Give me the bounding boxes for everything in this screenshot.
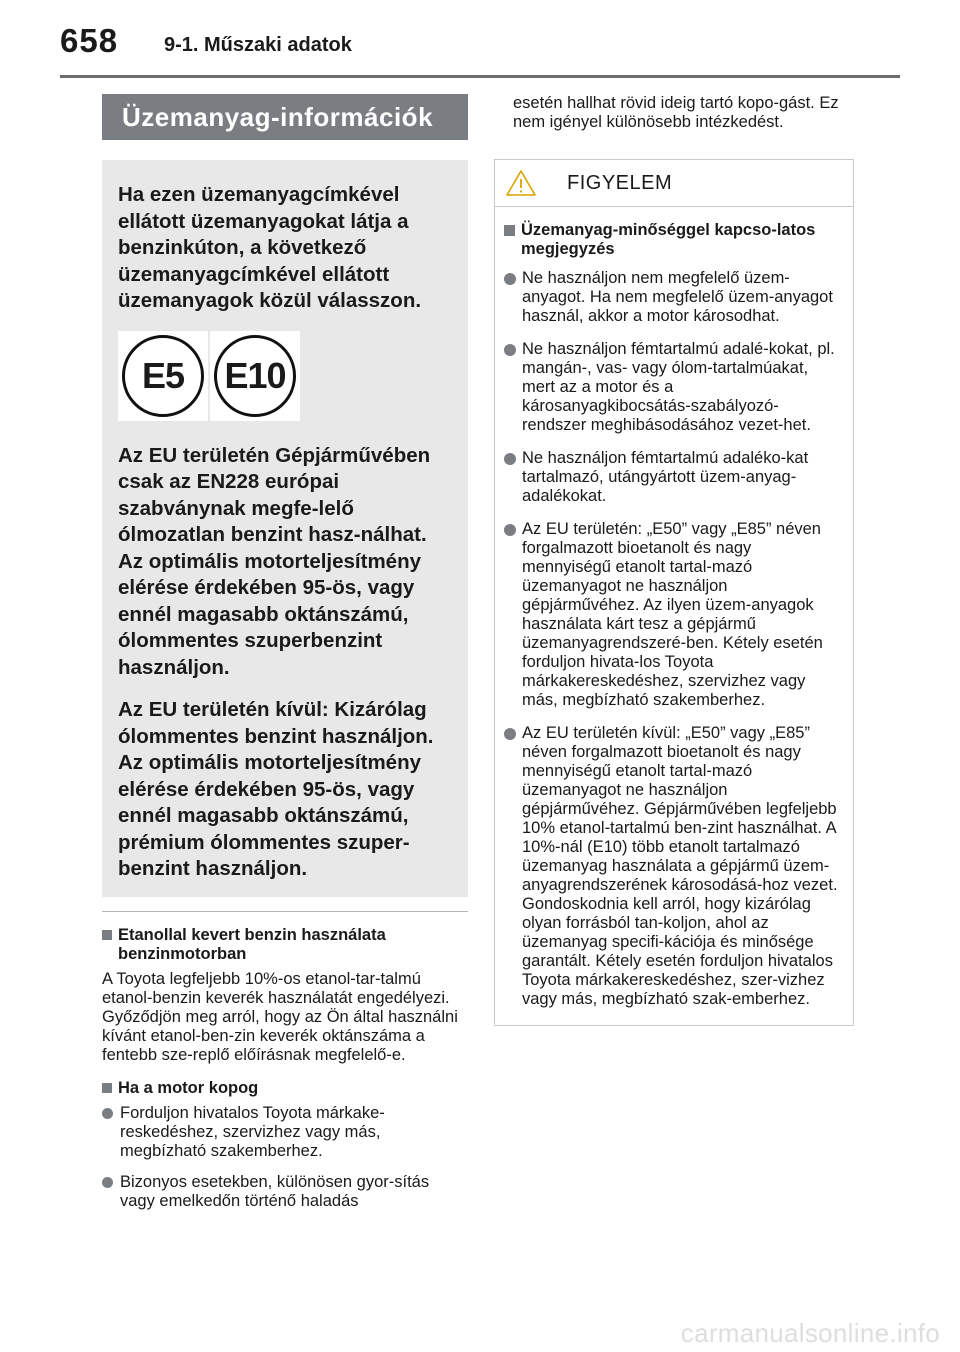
round-bullet-icon: [102, 1108, 113, 1119]
fuel-info-title: Üzemanyag-információk: [102, 94, 468, 140]
warning-bullet-text: Ne használjon fémtartalmú adalé-kokat, pl. mangán-, vas- vagy ólom-tartalmúakat, mert az a motor és a károsanyagkibocsátás-szabályozó-rendszer meghibásodásához vezet-het.: [522, 340, 835, 434]
warning-subheading-text: Üzemanyag-minőséggel kapcso-latos megjegyzés: [521, 221, 816, 258]
warning-bullet-text: Az EU területén: „E50” vagy „E85” néven forgalmazott bioetanolt és nagy mennyiségű etanolt tartal-mazó üzemanyagot ne használjon gépjárművéhez. Az ilyen üzem-anyagok használata kárt tesz a gépjármű üzemanyagrendszeré-ben. Kétely esetén forduljon hivata-los Toyota márkakereskedéshez, szervizhez vagy más, megbízható szakemberhez.: [522, 520, 823, 709]
ethanol-text: A Toyota legfeljebb 10%-os etanol-tar-talmú etanol-benzin keverék használatát engedélyezi. Győződjön meg arról, hogy az Ön által használni kívánt etanol-ben-zin keverék oktánszáma a fentebb sze-replő előírásnak megfelelő-e.: [102, 969, 458, 1064]
warning-subheading: [504, 221, 841, 259]
eu-outside-line-1: Az EU területén kívül: Kizárólag ólommentes benzint használjon.: [118, 698, 434, 748]
round-bullet-icon: [504, 728, 516, 740]
fuel-label-e5: E5: [122, 335, 204, 417]
left-column: [102, 94, 468, 1223]
fuel-labels: [118, 331, 300, 421]
right-column: [494, 94, 854, 1026]
warning-header: [495, 160, 853, 207]
eu-inside-line-1: Az EU területén Gépjárművében csak az EN228 európai szabványnak megfe-lelő ólmozatlan benzint hasz-nálhat.: [118, 443, 431, 546]
round-bullet-icon: [504, 344, 516, 356]
round-bullet-icon: [504, 524, 516, 536]
section-separator: [102, 911, 468, 912]
warning-bullet-text: Az EU területén kívül: „E50” vagy „E85” néven forgalmazott bioetanolt és nagy mennyiségű etanolt tartal-mazó üzemanyagot ne használjon gépjárművéhez. Gépjárművében legfeljebb 10% etanol-tartalmú ben-zint használhat. A 10%-nál (E10) több etanolt tartalmazó üzemanyag használata a gépjármű üzem-anyagrendszerének károsodásá-hoz vezet. Gondoskodnia kell arról, hogy kizárólag olyan forrásból tan-koljon, ahol az üzemanyag specifi-kációja és minősége garantált. Kétely esetén forduljon hivatalos Toyota márkakereskedéshez, szer-vizhez vagy más, megbízható szak-emberhez.: [522, 724, 838, 1008]
warning-triangle-icon: [505, 169, 537, 197]
fuel-info-intro: Ha ezen üzemanyagcímkével ellátott üzemanyagokat látja a benzinkúton, a következő üzemanyagcímkével ellátott üzemanyagok közül válasszon.: [118, 183, 422, 312]
warning-box: [494, 159, 854, 1026]
round-bullet-icon: [102, 1177, 113, 1188]
warning-bullet: [504, 269, 841, 326]
knock-bullet-text: Bizonyos esetekben, különösen gyor-sítás vagy emelkedőn történő haladás: [120, 1172, 430, 1210]
fuel-info-box: [102, 160, 468, 897]
round-bullet-icon: [504, 273, 516, 285]
warning-bullet: [504, 449, 841, 506]
eu-outside-text: [118, 697, 456, 883]
fuel-label-e10: E10: [214, 335, 296, 417]
warning-bullet-text: Ne használjon fémtartalmú adaléko-kat tartalmazó, utángyártott üzem-anyag-adalékokat.: [522, 449, 809, 505]
eu-inside-text: [118, 443, 456, 682]
eu-outside-line-2: Az optimális motorteljesítmény elérése érdekében 95-ös, vagy ennél magasabb oktánszámú, prémium ólommentes szuper-benzint használjon.: [118, 751, 422, 880]
page-header: [0, 0, 960, 80]
warning-bullet: [504, 340, 841, 435]
knock-continuation: esetén hallhat rövid ideig tartó kopo-gást. Ez nem igényel különösebb intézkedést.: [513, 94, 839, 131]
fuel-label-e5-tile: [118, 331, 208, 421]
round-bullet-icon: [504, 453, 516, 465]
watermark: carmanualsonline.info: [680, 1318, 940, 1348]
warning-bullet-text: Ne használjon nem megfelelő üzem-anyagot. Ha nem megfelelő üzem-anyagot használ, akkor a motor károsodhat.: [522, 269, 833, 325]
section-title: 9-1. Műszaki adatok: [164, 34, 352, 56]
fuel-label-e10-tile: [210, 331, 300, 421]
warning-title: FIGYELEM: [567, 171, 673, 194]
knock-heading: [102, 1079, 468, 1098]
square-bullet-icon: [504, 225, 515, 236]
square-bullet-icon: [102, 1083, 112, 1093]
warning-bullet: [504, 724, 841, 1009]
square-bullet-icon: [102, 930, 112, 940]
eu-inside-line-2: Az optimális motorteljesítmény elérése érdekében 95-ös, vagy ennél magasabb oktánszámú, ólommentes szuperbenzint használjon.: [118, 549, 422, 679]
warning-bullet: [504, 520, 841, 710]
ethanol-heading-text: Etanollal kevert benzin használata benzinmotorban: [118, 925, 386, 963]
knock-heading-text: Ha a motor kopog: [118, 1078, 259, 1097]
page-number: 658: [60, 22, 119, 59]
knock-bullet-text: Forduljon hivatalos Toyota márkake-reskedéshez, szervizhez vagy más, megbízható szakemberhez.: [120, 1103, 385, 1160]
knock-bullet: [102, 1173, 468, 1211]
knock-bullet: [102, 1104, 468, 1161]
ethanol-heading: [102, 926, 468, 964]
header-rule: [60, 75, 900, 78]
